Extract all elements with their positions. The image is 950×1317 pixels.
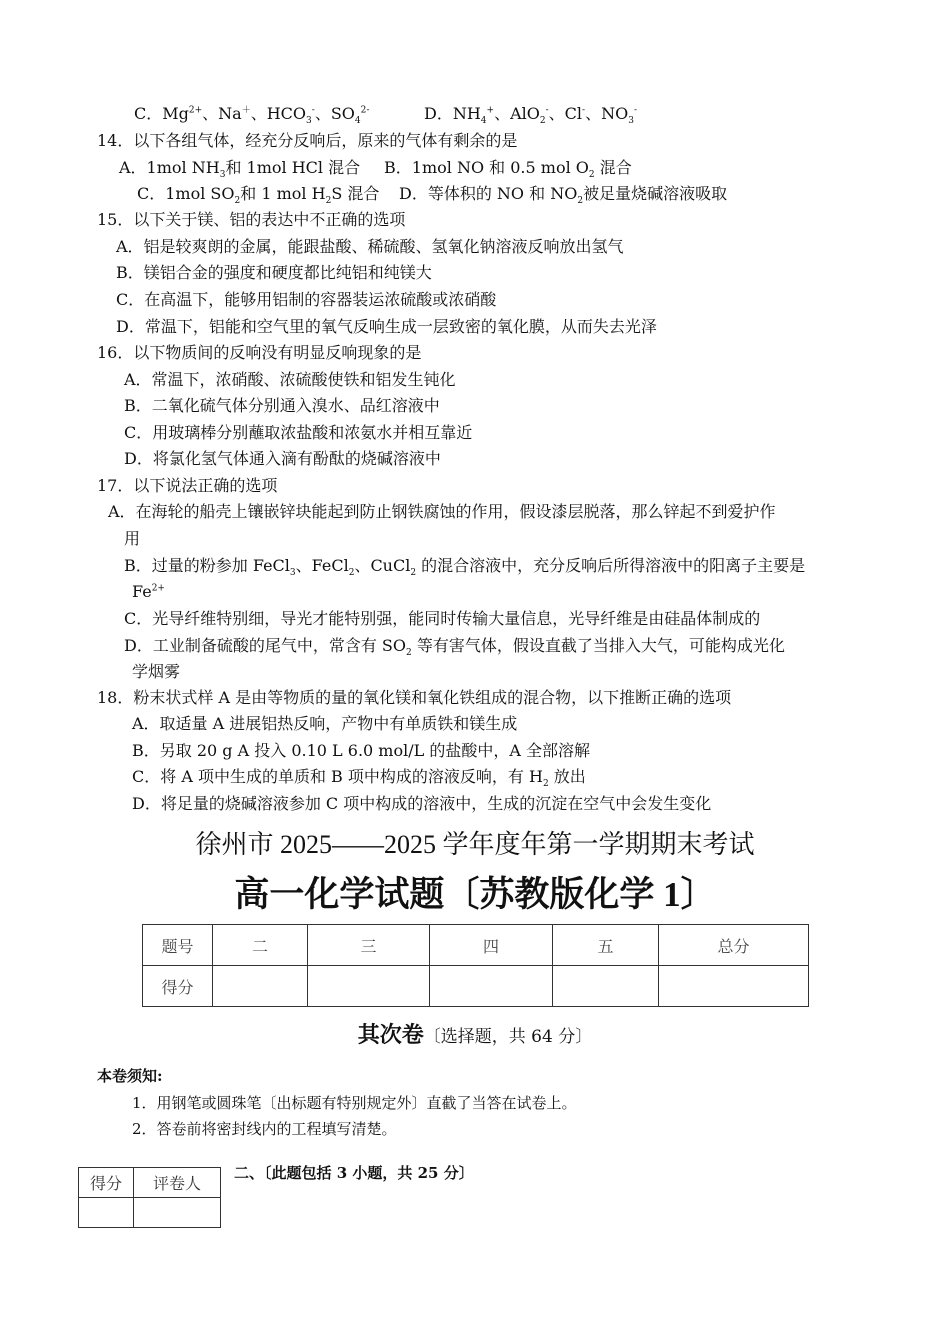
q15-stem: 15．以下关于镁、铝的表达中不正确的选项 <box>97 210 406 229</box>
q16-option-a: A．常温下，浓硝酸、浓硫酸使铁和铝发生钝化 <box>124 370 456 389</box>
q17-option-b: B．过量的粉参加 FeCl$_3$、FeCl$_2$、CuCl$_2$ 的混合溶液中，充分反响后所得溶液中的阳离子主要是 <box>124 556 806 579</box>
part2-heading: 二、〔此题包括 3 小题，共 25 分〕 <box>234 1164 474 1182</box>
q14-option-a: A．1mol $NH_3$和 1mol HCl 混合 <box>119 158 361 181</box>
score-cell[interactable] <box>213 966 308 1007</box>
section-note: 〔选择题，共 64 分〕 <box>423 1027 593 1047</box>
q16-option-d: D．将氯化氢气体通入滴有酚酞的烧碱溶液中 <box>124 449 441 468</box>
q14-stem: 14．以下各组气体，经充分反响后，原来的气体有剩余的是 <box>97 131 518 150</box>
score-table-header-cell: 四 <box>430 925 553 966</box>
q16-option-b: B．二氧化硫气体分别通入溴水、品红溶液中 <box>124 396 440 415</box>
q14-option-c: C．1mol $SO_2$和 1 mol $H_2S$ 混合 <box>137 184 380 207</box>
q14-option-b: B．1mol NO 和 0.5 mol $O_2$ 混合 <box>384 158 632 181</box>
grader-box-input-row <box>79 1198 221 1228</box>
q17-option-a: A．在海轮的船壳上镶嵌锌块能起到防止钢铁腐蚀的作用，假设漆层脱落，那么锌起不到爱护作 <box>108 502 776 521</box>
grader-name-label: 评卷人 <box>134 1168 221 1198</box>
q17-option-b-cont: $Fe^{2+}$ <box>132 582 165 601</box>
score-table <box>142 924 809 1007</box>
notice-item: 1．用钢笔或圆珠笔〔出标题有特别规定外〕直截了当答在试卷上。 <box>132 1094 577 1112</box>
score-cell[interactable] <box>430 966 553 1007</box>
q15-option-b: B．镁铝合金的强度和硬度都比纯铝和纯镁大 <box>116 263 432 282</box>
q17-stem: 17．以下说法正确的选项 <box>97 476 278 495</box>
score-cell[interactable] <box>659 966 809 1007</box>
score-table-header-cell: 总分 <box>659 925 809 966</box>
q17-option-d-cont: 学烟雾 <box>132 662 181 681</box>
q15-option-d: D．常温下，铝能和空气里的氧气反响生成一层致密的氧化膜，从而失去光泽 <box>116 317 657 336</box>
score-cell[interactable] <box>308 966 430 1007</box>
q18-option-d: D．将足量的烧碱溶液参加 C 项中构成的溶液中，生成的沉淀在空气中会发生变化 <box>132 794 712 813</box>
score-table-row <box>143 966 809 1007</box>
score-row-label: 得分 <box>143 966 213 1007</box>
grader-box-header-row <box>79 1168 221 1198</box>
grader-score-cell[interactable] <box>79 1198 134 1228</box>
section-title: 其次卷 <box>357 1022 424 1048</box>
q18-option-a: A．取适量 A 进展铝热反响，产物中有单质铁和镁生成 <box>132 714 518 733</box>
q15-option-c: C．在高温下，能够用铝制的容器装运浓硫酸或浓硝酸 <box>116 290 497 309</box>
score-table-header-cell: 五 <box>553 925 659 966</box>
grader-score-label: 得分 <box>79 1168 134 1198</box>
section-heading <box>0 1020 950 1052</box>
q16-option-c: C．用玻璃棒分别蘸取浓盐酸和浓氨水并相互靠近 <box>124 423 473 442</box>
q17-option-a-cont: 用 <box>124 529 141 548</box>
grader-box <box>78 1167 221 1228</box>
q18-option-b: B．另取 20 g A 投入 0.10 L 6.0 mol/L 的盐酸中，A 全部溶解 <box>132 741 590 760</box>
q13-option-c: C．$Mg^{2+}$、Na＋、$HCO_3^-$、$SO_4^{2-}$ <box>134 104 370 127</box>
score-table-header-cell: 二 <box>213 925 308 966</box>
score-cell[interactable] <box>553 966 659 1007</box>
q17-option-c: C．光导纤维特别细，导光才能特别强，能同时传输大量信息，光导纤维是由硅晶体制成的 <box>124 609 761 628</box>
q18-stem: 18．粉末状式样 A 是由等物质的量的氧化镁和氧化铁组成的混合物，以下推断正确的选项 <box>97 688 732 707</box>
q15-option-a: A．铝是较爽朗的金属，能跟盐酸、稀硫酸、氢氧化钠溶液反响放出氢气 <box>116 237 624 256</box>
q17-option-d: D．工业制备硫酸的尾气中，常含有 $SO_2$ 等有害气体，假设直截了当排入大气，可能构成光化 <box>124 636 785 659</box>
q14-option-d: D．等体积的 NO 和 $NO_2$被足量烧碱溶液吸取 <box>399 184 728 207</box>
q13-option-d: D．$NH_4^+$、AlO$_2$-、Cl-、$NO_3^-$ <box>424 104 637 127</box>
exam-title: 徐州市 2025——2025 学年度年第一学期期末考试 <box>195 830 755 859</box>
q16-stem: 16．以下物质间的反响没有明显反响现象的是 <box>97 343 422 362</box>
score-table-header-cell: 题号 <box>143 925 213 966</box>
exam-subtitle: 高一化学试题〔苏教版化学 1〕 <box>234 875 716 914</box>
notice-heading: 本卷须知: <box>97 1067 163 1085</box>
notice-item: 2．答卷前将密封线内的工程填写清楚。 <box>132 1120 397 1138</box>
q18-option-c: C．将 A 项中生成的单质和 B 项中构成的溶液反响，有 $H_2$ 放出 <box>132 767 586 790</box>
score-table-header-row <box>143 925 809 966</box>
score-table-header-cell: 三 <box>308 925 430 966</box>
grader-name-cell[interactable] <box>134 1198 221 1228</box>
